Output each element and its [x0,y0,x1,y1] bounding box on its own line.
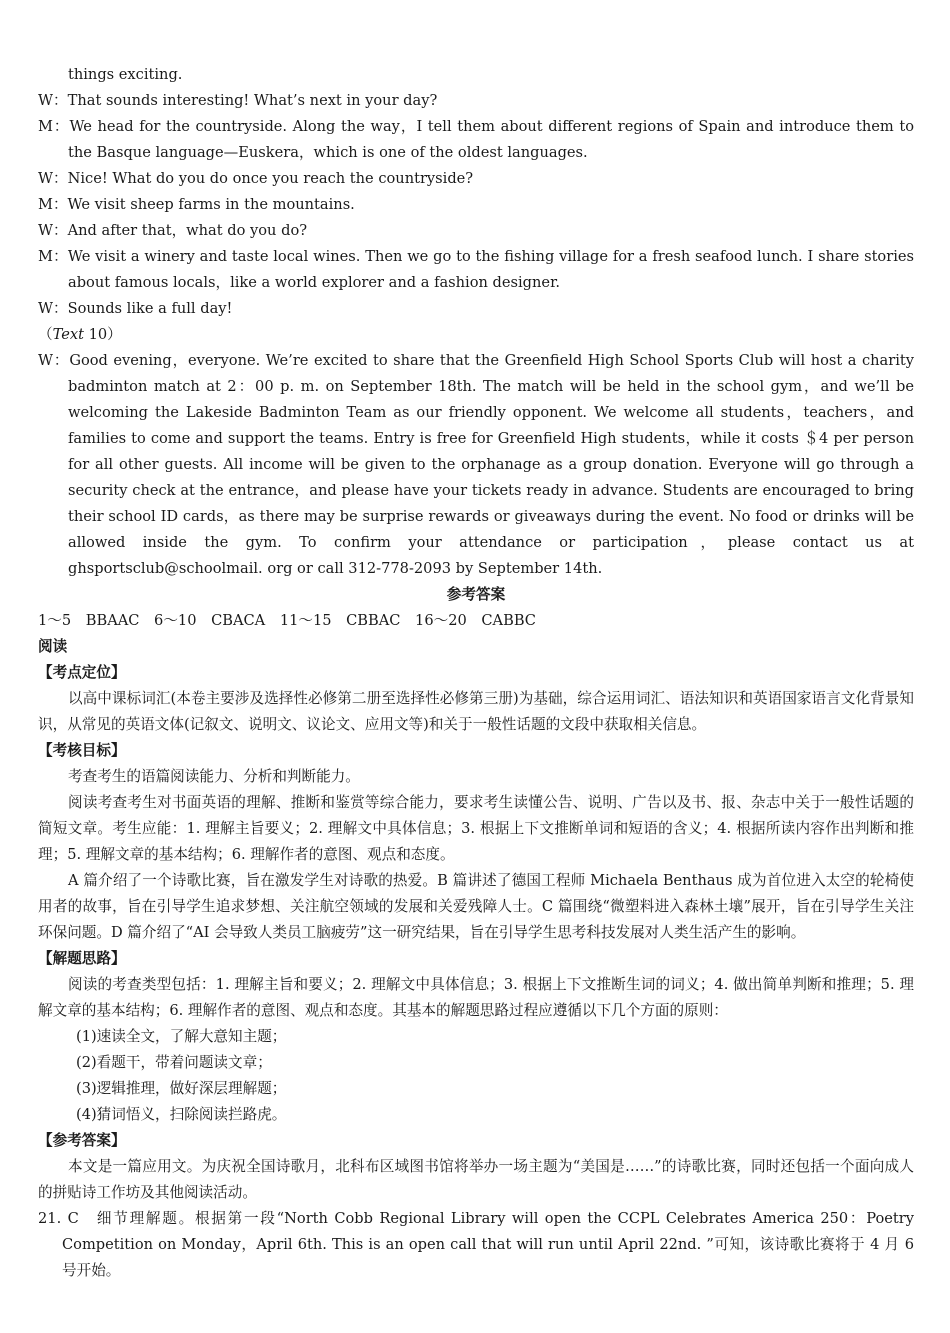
speaker-label: W： [38,170,68,187]
dialog-line [38,166,914,192]
paragraph: 考查考生的语篇阅读能力、分析和判断能力。 [68,768,360,785]
answers-line: 1～5 BBAAC 6～10 CBACA 11～15 CBBAC 16～20 CABBC [38,612,536,629]
list-item: (4)猜词悟义，扫除阅读拦路虎。 [76,1106,287,1123]
paragraph: 以高中课标词汇(本卷主要涉及选择性必修第二册至选择性必修第三册)为基础，综合运用词汇、语法知识和英语国家语言文化背景知识，从常见的英语文体(记叙文、说明文、议论文、应用文等)和关于一般性话题的文段中获取相关信息。 [38,690,914,733]
answers-title: 参考答案 [446,586,506,603]
dialog-text: Sounds like a full day! [67,300,233,317]
paragraph: 本文是一篇应用文。为庆祝全国诗歌月，北科布区域图书馆将举办一场主题为“美国是……”的诗歌比赛，同时还包括一个面向成人的拼贴诗工作坊及其他阅读活动。 [38,1158,914,1201]
question-number: 21. C [38,1210,79,1227]
monologue-paragraph [38,348,914,582]
section-title-reference-answer: 【参考答案】 [38,1132,126,1149]
paragraph: 阅读考查考生对书面英语的理解、推断和鉴赏等综合能力，要求考生读懂公告、说明、广告以及书、报、杂志中关于一般性话题的简短文章。考生应能：1. 理解主旨要义；2. 理解文中具体信息；3. 根据上下文推断单词和短语的含义；4. 根据所读内容作出判断和推理；5. 理解文章的基本结构；6. 理解作者的意图、观点和态度。 [38,794,914,863]
text10-label: （Text 10） [38,326,122,343]
dialog-text: We head for the countryside. Along the way，I tell them about different regions of Spain and introduce them to the Basque language—Euskera，which is one of the oldest languages. [68,118,915,161]
reading-heading: 阅读 [38,638,68,655]
paragraph: 阅读的考查类型包括：1. 理解主旨和要义；2. 理解文中具体信息；3. 根据上下文推断生词的词义；4. 做出简单判断和推理；5. 理解文章的基本结构；6. 理解作者的意图、观点和态度。其基本的解题思路过程应遵循以下几个方面的原则： [38,976,914,1019]
speaker-label: M： [38,118,70,135]
dialog-text: We visit sheep farms in the mountains. [67,196,355,213]
section-title-objectives: 【考核目标】 [38,742,126,759]
dialog-text: We visit a winery and taste local wines. Then we go to the fishing village for a fresh seafood lunch. I share stories about famous locals，like a world explorer and a fashion designer. [67,248,914,291]
dialog-line [38,244,914,296]
speaker-label: M： [38,248,68,265]
speaker-label: W： [38,222,68,239]
list-item: (2)看题干，带着问题读文章； [76,1054,272,1071]
text-continuation: things exciting. [68,66,183,83]
speaker-label: W： [38,300,68,317]
list-item: (1)速读全文，了解大意知主题； [76,1028,287,1045]
monologue-text: Good evening，everyone. We’re excited to share that the Greenfield High School Sports Club will host a charity badminton match at 2：00 p. m. on September 18th. The match will be held in the school gym，and we’ll be welcoming the Lakeside Badminton Team as our friendly opponent. We welcome all students，teachers，and families to come and support the teams. Entry is free for Greenfield High students，while it costs ＄4 per person for all other guests. All income will be given to the orphanage as a group donation. Everyone will go through a security check at the entrance，and please have your tickets ready in advance. Students are encouraged to bring their school ID cards，as there may be surprise rewards or giveaways during the event. No food or drinks will be allowed inside the gym. To confirm your attendance or participation，please contact us at ghsportsclub@schoolmail. org or call 312-778-2093 by September 14th. [68,352,914,577]
speaker-label: W： [38,92,68,109]
dialog-line [38,218,914,244]
dialog-text: Nice! What do you do once you reach the countryside? [67,170,474,187]
dialog-text: And after that，what do you do? [67,222,308,239]
question-explanation: 细节理解题。根据第一段“North Cobb Regional Library will open the CCPL Celebrates America 250：Poetry Competition on Monday，April 6th. This is an open call that will run until April 22nd. ”可知，该诗歌比赛将于 4 月 6 号开始。 [62,1210,915,1279]
question-21-explanation [38,1206,914,1284]
dialog-line [38,192,914,218]
list-item: (3)逻辑推理，做好深层理解题； [76,1080,287,1097]
dialog-text: That sounds interesting! What’s next in your day? [67,92,438,109]
dialog-line [38,114,914,166]
dialog-line [38,88,914,114]
section-title-approach: 【解题思路】 [38,950,126,967]
section-title-exam-points: 【考点定位】 [38,664,126,681]
paragraph: A 篇介绍了一个诗歌比赛，旨在激发学生对诗歌的热爱。B 篇讲述了德国工程师 Michaela Benthaus 成为首位进入太空的轮椅使用者的故事，旨在引导学生追求梦想、关注航空领域的发展和关爱残障人士。C 篇围绕“微塑料进入森林土壤”展开，旨在引导学生关注环保问题。D 篇介绍了“AI 会导致人类员工脑疲劳”这一研究结果，旨在引导学生思考科技发展对人类生活产生的影响。 [38,872,914,941]
speaker-label: M： [38,196,68,213]
dialog-line [38,296,914,322]
speaker-label: W： [38,352,70,369]
